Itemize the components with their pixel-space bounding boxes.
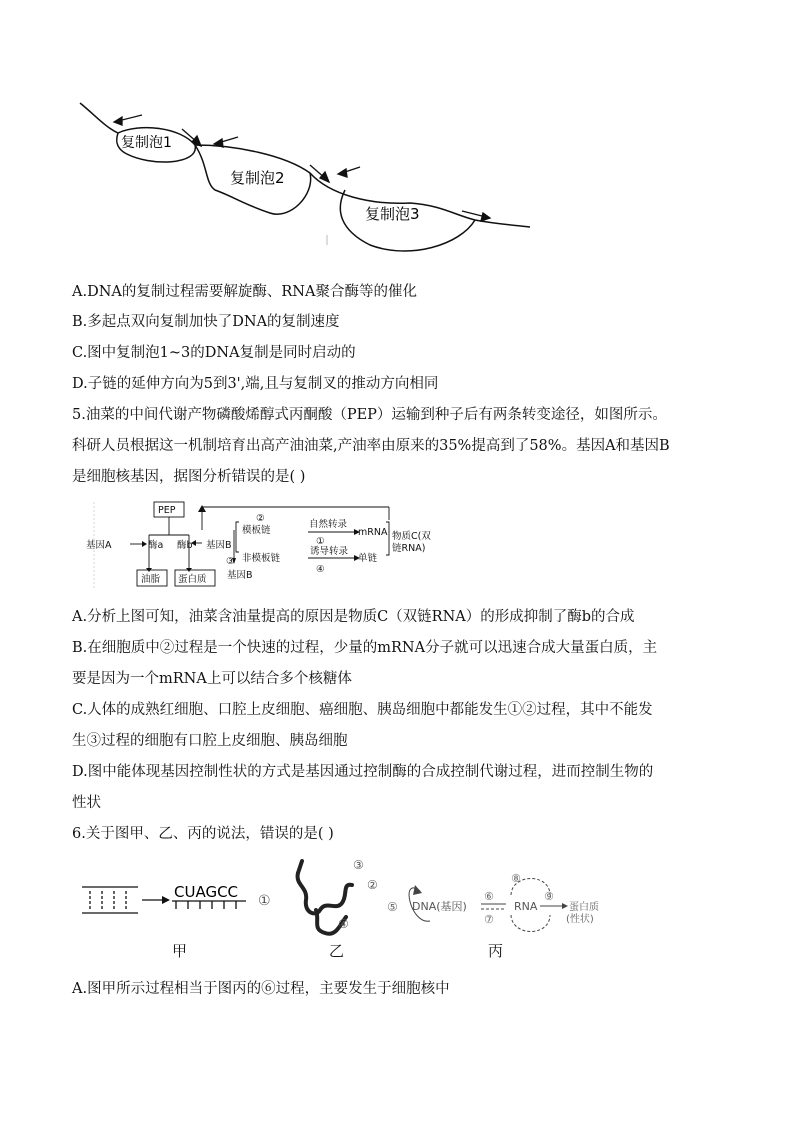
q6-option-a: A.图甲所示过程相当于图丙的⑥过程，主要发生于细胞核中 [72,981,450,997]
q5-option-b-line1: B.在细胞质中②过程是一个快速的过程，少量的mRNA分子就可以迅速合成大量蛋白质，主 [72,640,658,656]
q4-option-b: B.多起点双向复制加快了DNA的复制速度 [72,314,340,330]
bubble-1-label: 复制泡1 [121,135,172,151]
gene-b-bottom-label: 基因B [227,570,253,581]
gene-a-label: 基因A [86,540,112,551]
circle-7: ⑦ [484,913,494,926]
gene-b-label: 基因B [206,540,232,551]
circle-2: ② [367,878,378,892]
pep-label: PEP [158,505,176,516]
induced-transcription-label: 诱导转录 [310,546,349,557]
oil-label: 油脂 [141,574,161,585]
pep-pathway-figure [84,500,431,592]
trait-label: (性状) [566,914,594,925]
label-bing: 丙 [488,942,504,960]
single-strand-label: 单链 [358,553,378,564]
q5-stem-line1: 5.油菜的中间代谢产物磷酸烯醇式丙酮酸（PEP）运输到种子后有两条转变途径，如图所示。 [72,407,667,423]
template-strand-label: 模板链 [242,525,271,536]
q4-option-a: A.DNA的复制过程需要解旋酶、RNA聚合酶等的催化 [72,284,417,300]
substance-c-label-2: 链RNA) [392,543,426,554]
q5-option-b-line2: 要是因为一个mRNA上可以结合多个核糖体 [72,671,352,687]
replication-bubble-figure [70,95,540,260]
num-3: ③ [226,556,235,567]
circle-8: ⑧ [511,872,521,885]
circle-1: ① [258,893,271,909]
q5-option-d-line1: D.图中能体现基因控制性状的方式是基因通过控制酶的合成控制代谢过程，进而控制生物的 [72,764,654,780]
mrna-label: mRNA [358,527,388,538]
num-4: ④ [316,564,325,575]
q5-option-d-line2: 性状 [72,795,101,811]
q6-figures [80,855,620,965]
protein-label: 蛋白质 [569,902,599,913]
circle-5: ⑤ [387,900,398,914]
label-jia: 甲 [172,942,188,960]
dna-gene-label: DNA(基因) [412,900,467,913]
q5-option-c-line2: 生③过程的细胞有口腔上皮细胞、胰岛细胞 [72,733,348,749]
non-template-strand-label: 非模板链 [242,553,281,564]
sequence-label: CUAGCC [174,883,239,901]
bubble-3-label: 复制泡3 [365,205,420,223]
natural-transcription-label: 自然转录 [309,519,348,530]
q5-stem-line2: 科研人员根据这一机制培育出高产油油菜,产油率由原来的35%提高到了58%。基因A和基因B [72,438,670,454]
q4-option-c: C.图中复制泡1~3的DNA复制是同时启动的 [72,345,356,361]
label-yi: 乙 [329,942,345,960]
rna-label: RNA [514,900,538,913]
substance-c-label-1: 物质C(双 [392,531,431,542]
circle-6: ⑥ [484,890,494,903]
q5-option-c-line1: C.人体的成熟红细胞、口腔上皮细胞、癌细胞、胰岛细胞中都能发生①②过程，其中不能发 [72,702,653,718]
q6-stem: 6.关于图甲、乙、丙的说法，错误的是( ) [72,826,334,842]
num-1: ① [316,536,325,547]
q5-stem-line3: 是细胞核基因，据图分析错误的是( ) [72,469,306,485]
q5-option-a: A.分析上图可知，油菜含油量提高的原因是物质C（双链RNA）的形成抑制了酶b的合成 [72,609,635,625]
enzyme-b-label: 酶b [177,540,193,551]
circle-9: ⑨ [544,890,554,903]
circle-4: ④ [338,917,349,931]
enzyme-a-label: 酶a [148,540,164,551]
protein-label: 蛋白质 [178,574,207,585]
bubble-2-label: 复制泡2 [230,169,285,187]
num-2: ② [256,513,265,524]
circle-3: ③ [353,858,364,872]
q4-option-d: D.子链的延伸方向为5到3',端,且与复制叉的推动方向相同 [72,376,439,392]
